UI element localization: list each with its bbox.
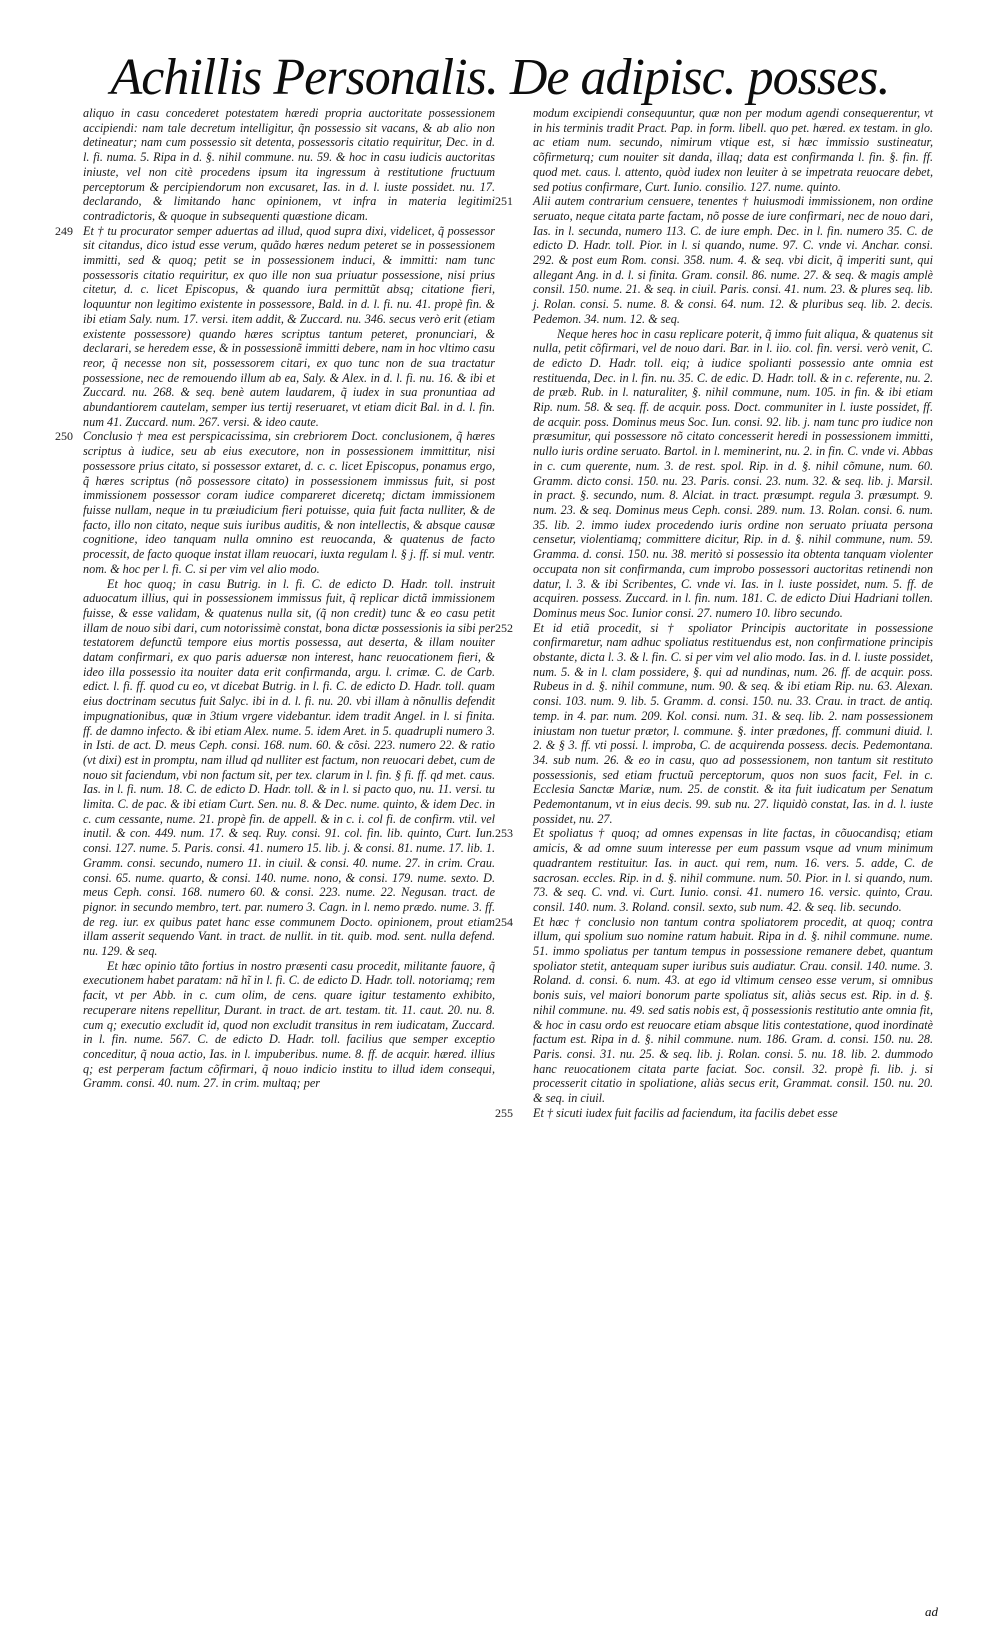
left-column (55, 106, 495, 1091)
paragraph (495, 194, 933, 326)
paragraph-text: Et † sicuti iudex fuit facilis ad faciendum, ita facilis debet esse (533, 1105, 838, 1120)
paragraph-number: 253 (495, 826, 513, 841)
paragraph-number: 252 (495, 620, 513, 635)
paragraph (83, 106, 495, 224)
paragraph-number: 249 (55, 223, 73, 238)
running-header: Achillis Personalis. De adipisc. posses. (110, 49, 890, 106)
paragraph (83, 577, 495, 959)
paragraph (55, 223, 495, 430)
paragraph-number: 254 (495, 914, 513, 929)
paragraph (495, 914, 933, 1106)
paragraph-number: 255 (495, 1105, 513, 1120)
paragraph (533, 327, 933, 621)
paragraph (55, 429, 495, 576)
paragraph-number: 250 (55, 429, 73, 444)
paragraph-text: aliquo in casu concederet potestatem hæredi propria auctoritate possessionem accipiendi: nam tale decretum intelligitur, q̃n possessio sit vacans, & ab alio non detineatur; nam cum possessio sit detenta, possessoris citatio requiritur, Dec. in d. l. fi. numa. 5. Ripa in d. §. nihil commune. nu. 59. & hoc in casu iudicis auctoritas iniuste, vel non citè procedens ipsum ita ingressum à restitutione fructuum perceptorum & percipiendorum non excusaret, Ias. in d. l. iuste possidet. nu. 17. declarando, & limitando hanc opinionem, vt infra in materia legitimi contradictoris, & quoque in subsequenti quæstione dicam. (83, 106, 495, 223)
paragraph-text: Et † tu procurator semper aduertas ad illud, quod supra dixi, videlicet, q̃ possessor sit citandus, dico istud esse verum, quãdo hæres nedum peteret se in possessionem immitti, sed & quoq; petit se in possessionem induci, & immitti: nam tunc possessoris citatio requiritur, ex quo ille non sua priuatur possessione, nisi prius citetur, d. c. licet Episcopus, & quando iura permittũt absq; citatione fieri, loquuntur non legitimo existente in possessore, Bald. in d. l. fi. nu. 41. propè fin. & ibi etiam Saly. num. 17. versi. item addit, & Zuccard. nu. 346. secus verò erit (etiam existente possessore) quando hæres scriptus tantum peteret, pronunciari, & declarari, se heredem esse, & in possessionẽ immitti debere, nam in hoc vltimo casu reor, q̃ necesse non sit, possessorem citari, ex quo tunc non de sua tractatur possessione, nec de remouendo illum ab ea, Saly. & Alex. in d. l. fi. nu. 16. & ibi et Zuccard. nu. 268. & seq. benè autem laudarem, q̃ iudex in sua pronuntiaa ad abundantiorem cautelam, semper ius tertij reseruaret, vt etiam dicit Bal. in d. l. fin. num 41. Zuccard. num. 267. versi. & ideo caute. (83, 223, 495, 429)
paragraph-text: Alii autem contrarium censuere, tenentes † huiusmodi immissionem, non ordine seruato, neque citata parte factam, nõ posse de iure confirmari, nec de nouo dari, Ias. in l. secunda, numero 113. C. de iure emph. Dec. in l. fin. numero 35. C. de edicto D. Hadr. toll. Pior. in l. si quando, nume. 97. C. vnde vi. Anchar. consi. 292. & post eum Rom. consi. 358. num. 4. & seq. vbi dicit, q̃ imperiti sunt, qui allegant Ang. in d. l. si finita. Gram. consil. 86. nume. 27. & seq. & magis amplè consil. 150. nume. 21. & seq. in ciuil. Paris. consi. 41. num. 23. & plures seq. lib. j. Rolan. consi. 5. nume. 8. & consi. 64. num. 12. & pluribus seq. lib. 2. decis. Pedemon. 34. num. 12. & seq. (533, 194, 933, 326)
paragraph (495, 826, 933, 914)
paragraph (495, 1105, 933, 1121)
paragraph-text: Et spoliatus † quoq; ad omnes expensas in lite factas, in cõuocandisq; etiam amicis, & ad omne suum interesse per eum passum vsque ad vnum minimum quadrantem restituitur. Ias. in auct. qui rem, num. 16. vers. 5. adde, C. de sacrosan. eccles. Rip. in d. §. nihil commune. num. 50. Pior. in l. si quando, num. 73. & seq. C. vnd. vi. Curt. Iunio. consi. 41. numero 16. versic. quinto, Crau. consil. 140. num. 3. Roland. consil. sexto, sub num. 42. & seq. lib. secundo. (533, 826, 933, 914)
paragraph-text: Et id etiã procedit, si † spoliator Principis auctoritate in possessione confirmaretur, nam adhuc spoliatus restituendus est, non confirmatione principis obstante, dicta l. 3. & l. fin. C. si per vim vel alio modo. Ias. in d. l. iuste possidet, num. 5. & in l. clam possidere, §. qui ad nundinas, num. 26. ff. de acquir. poss. Rubeus in d. §. nihil commune, num. 90. & seq. & ibi etiam Rip. nu. 63. Alexan. consi. 103. num. 9. lib. 5. Gramm. d. consi. 150. nu. 33. Crau. in tract. de antiq. temp. in 4. par. num. 209. Kol. consi. num. 31. & seq. lib. 2. nam possessionem iniustam non tuetur prætor, l. commune. §. inter prædones, ff. communi diuid. l. 2. & § 3. ff. vti possi. l. improba, C. de acquirenda possess. decis. Pedemontana. 34. sub num. 26. & eo in casu, quo ad possessionem, non tantum sit restituto possessionis, sed etiam fructuũ perceptorum, quos non suos facit, Fel. in c. Ecclesia Sanctæ Mariæ, num. 25. de constit. & ita fuit iudicatum per Senatum Pedemontanum, vt in eius decis. 99. sub nu. 27. liquidò constat, Ias. in d. l. iuste possidet, nu. 27. (533, 620, 933, 826)
paragraph-text: Et hæc † conclusio non tantum contra spoliatorem procedit, at quoq; contra illum, qui spolium suo nomine ratum habuit. Ripa in d. §. nihil commune. nume. 51. immo spoliatus per tantum tempus in possessione remanere debet, quantum spoliator stetit, antequam super iuribus suis audiatur. Crau. consil. 140. nume. 3. Roland. d. consi. 6. num. 43. at ego id vltimum censeo esse verum, si omnibus bonis suis, vel maiori bonorum parte spoliatus sit, aliàs secus est. Rip. in d. §. nihil commune. nu. 49. sed satis nobis est, q̃ possessionis restitutio ante omnia fit, & hoc in casu ordo est reuocare etiam absque litis contestatione, quod inordinatè factum est. Ripa in d. §. nihil commune. num. 186. Gram. d. consi. 150. nu. 28. Paris. consi. 31. nu. 25. & seq. lib. j. Rolan. consi. 5. nu. 18. lib. 2. dummodo hanc reuocationem citata parte faciat. Soc. consil. 32. propè fi. lib. j. si processerit citatio in spoliatione, aliàs secus erit, Grammat. consil. 150. nu. 20. & seq. in ciuil. (533, 914, 933, 1106)
paragraph-text: Neque heres hoc in casu replicare poterit, q̃ immo fuit aliqua, & quatenus sit nulla, petit cõfirmari, vel de nouo dari. Bar. in l. iio. col. fin. versi. verò venit, C. de edicto D. Hadr. toll. eiq; à iudice spolianti possessio ante omnia est restituenda, Dec. in l. fin. nu. 35. C. de edic. D. Hadr. toll. & in c. referente, nu. 2. de præb. Rub. in l. naturaliter, §. nihil commune, num. 105. in fin. & ibi etiam Rip. num. 58. & seq. ff. de acquir. poss. Doct. communiter in l. iuste possidet, ff. de acquir. poss. Dominus meus Soc. Iun. consi. 92. lib. j. nam tunc pro iudice non præsumitur, qui possessore nõ citato concesserit heredi in possessionem immitti, nullo iuris ordine seruato. Bartol. in l. meminerint, nu. 2. in fin. C. vnde vi. Abbas in c. cum querente, num. 3. de rest. spol. Rip. in d. §. nihil cõmune, num. 60. Gramm. dicto consi. 150. nu. 23. Paris. consi. 23. num. 32. & seq. lib. j. Marsil. in pract. §. secundo, num. 8. Alciat. in tract. præsumpt. regula 3. præsumpt. 9. num. 23. & seq. Dominus meus Ceph. consi. 289. num. 13. Rolan. consi. 6. num. 35. lib. 2. immo iudex procedendo iuris ordine non seruato priuata persona censetur, violentiamq; committere dicitur, Rip. in d. §. nihil commune, num. 59. Gramma. d. consi. 150. nu. 38. meritò si possessio ita obtenta tanquam violenter occupata non sit confirmanda, cum improbo possessori auctoritas retinendi non datur, l. 3. & ibi Scribentes, C. vnde vi. Ias. in l. iuste possidet, num. 5. ff. de acquiren. possess. Zuccard. in l. fin. num. 181. C. de edicto Diui Hadriani tollen. Dominus meus Soc. Iunior consi. 27. numero 10. libro secundo. (533, 326, 933, 620)
paragraph (83, 959, 495, 1091)
paragraph-text: modum excipiendi consequuntur, quæ non per modum agendi consequerentur, vt in his terminis tradit Pract. Pap. in form. libell. quo pet. hæred. ex testam. in glo. ac etiam num. secundo, nimirum vtique est, si hæc immissio sustineatur, cõfirmeturq; cum nouiter sit danda, illaq; data est confirmanda l. fin. §. fin. ff. quod met. caus. l. attento, quòd iudex non leuiter à se impetrata reuocare debet, sed potius confirmare, Curt. Iunio. consilio. 127. nume. quinto. (533, 106, 933, 194)
paragraph-text: Et hæc opinio tãto fortius in nostro præsenti casu procedit, militante fauore, q̃ executionem habet paratam: nã hĩ in l. fi. C. de edicto D. Hadr. toll. notoriamq; rem facit, vt per Abb. in c. cum olim, de cens. quare igitur testamento exhibito, recuperare nitens repellitur, Durant. in tract. de art. testam. tit. 11. caut. 20. nu. 8. cum q; executio excludit id, quod non excludit transitus in rem iudicatam, Zuccard. in l. fin. nume. 567. C. de edicto D. Hadr. toll. facilius que semper exceptio conceditur, q̃ noua actio, Ias. in l. impuberibus. nume. 8. ff. de acquir. hæred. illius q; est perperam factum cõfirmari, q̃ nouo indicio institu to illud idem consequi, Gramm. consi. 40. num. 27. in crim. multaq; per (83, 958, 495, 1091)
paragraph-text: Et hoc quoq; in casu Butrig. in l. fi. C. de edicto D. Hadr. toll. instruit aduocatum illius, qui in possessionem immissus fuit, q̃ replicar dictã immissionem fuisse, & esse validam, & quatenus nulla sit, (q̃ non credit) tunc & eo casu petit illam de nouo sibi dari, cum notorissimè constat, bona dictæ possessionis ia sibi per testatorem defunctũ tempore eius mortis possessa, aut deserta, & illam nouiter datam confirmari, ex quo paris aduersæ non interest, hanc reuocationem fieri, & ideo illa possessio ita nouiter data erit confirmanda, argu. l. crimæ. C. de Carb. edict. l. fi. ff. quod cu eo, vt dicebat Butrig. in l. fi. C. de edicto D. Hadr. toll. quam eius doctrinam secutus fuit Salyc. ibi in d. l. fi. nu. 20. vbi illam à nõnullis defendit impugnationibus, quæ in 3tium vrgere videbantur. idem tradit Angel. in l. si finita. ff. de damno infecto. & ibi etiam Alex. nume. 5. idem Aret. in 5. quadrupli numero 3. in Isti. de act. D. meus Ceph. consi. 168. num. 60. & cõsi. 223. numero 22. & ratio (vt dixi) est in promptu, nam illud qd nulliter est factum, non reuocari debet, cum de nouo sit faciendum, vbi non factum sit, per tex. clarum in l. fin. § fi. ff. qd met. caus. Ias. in l. fi. num. 18. C. de edicto D. Hadr. toll. & in l. si pacto quo, nu. 11. versi. tu limita. C. de pac. & ibi etiam Curt. Sen. nu. 8. & Dec. nume. quinto, & idem Dec. in c. cum cessante, nume. 21. propè fin. de appell. & in c. i. col fi. de confirm. vtil. vel inutil. & con. 449. num. 17. & seq. Ruy. consi. 91. col. fin. lib. quinto, Curt. Iun. consi. 127. nume. 5. Paris. consi. 41. numero 15. lib. j. & consi. 81. nume. 17. lib. 1. Gramm. consi. secundo, numero 11. in ciuil. & consi. 40. nume. 27. in crim. Crau. consi. 65. nume. quarto, & consi. 140. nume. nono, & consi. 179. nume. sexto. D. meus Ceph. consi. 168. numero 60. & consi. 223. nume. 22. Negusan. tract. de pignor. in secundo membro, tert. par. numero 3. Cagn. in l. nemo prædo. nume. 3. ff. de reg. iur. ex quibus patet hanc esse communem Docto. opinionem, prout etiam illam asserit sequendo Vant. in tract. de nullit. in tit. quib. mod. sent. nulla defend. nu. 129. & seq. (83, 576, 495, 959)
right-column (495, 106, 933, 1121)
catchword: ad (925, 1604, 938, 1619)
paragraph (533, 106, 933, 194)
paragraph-text: Conclusio † mea est perspicacissima, sin crebriorem Doct. conclusionem, q̃ hæres scriptus à iudice, seu ab eius executore, non in possessionem immittitur, nisi possessore prius citato, si possessor extaret, d. c. c. licet Episcopus, ponamus ergo, q̃ hæres scriptus (nõ possessore citato) in possessionem immissus fuit, si post immissionem possessor coram iudice compareret diceretq; dictam immissionem fuisse nullam, neque in tu præiudicium fieri potuisse, quia fuit facta nulliter, & de facto, illo non citato, neque suis iuribus auditis, & non intellectis, & absque causæ cognitione, ideo tanquam nulla omnino est reuocanda, & quatenus de facto processit, de facto quoque instat illam reuocari, iuxta regulam l. § j. ff. si mul. ventr. nom. & hoc per l. fi. C. si per vim vel alio modo. (83, 429, 495, 576)
paragraph-number: 251 (495, 194, 513, 209)
paragraph (495, 620, 933, 827)
